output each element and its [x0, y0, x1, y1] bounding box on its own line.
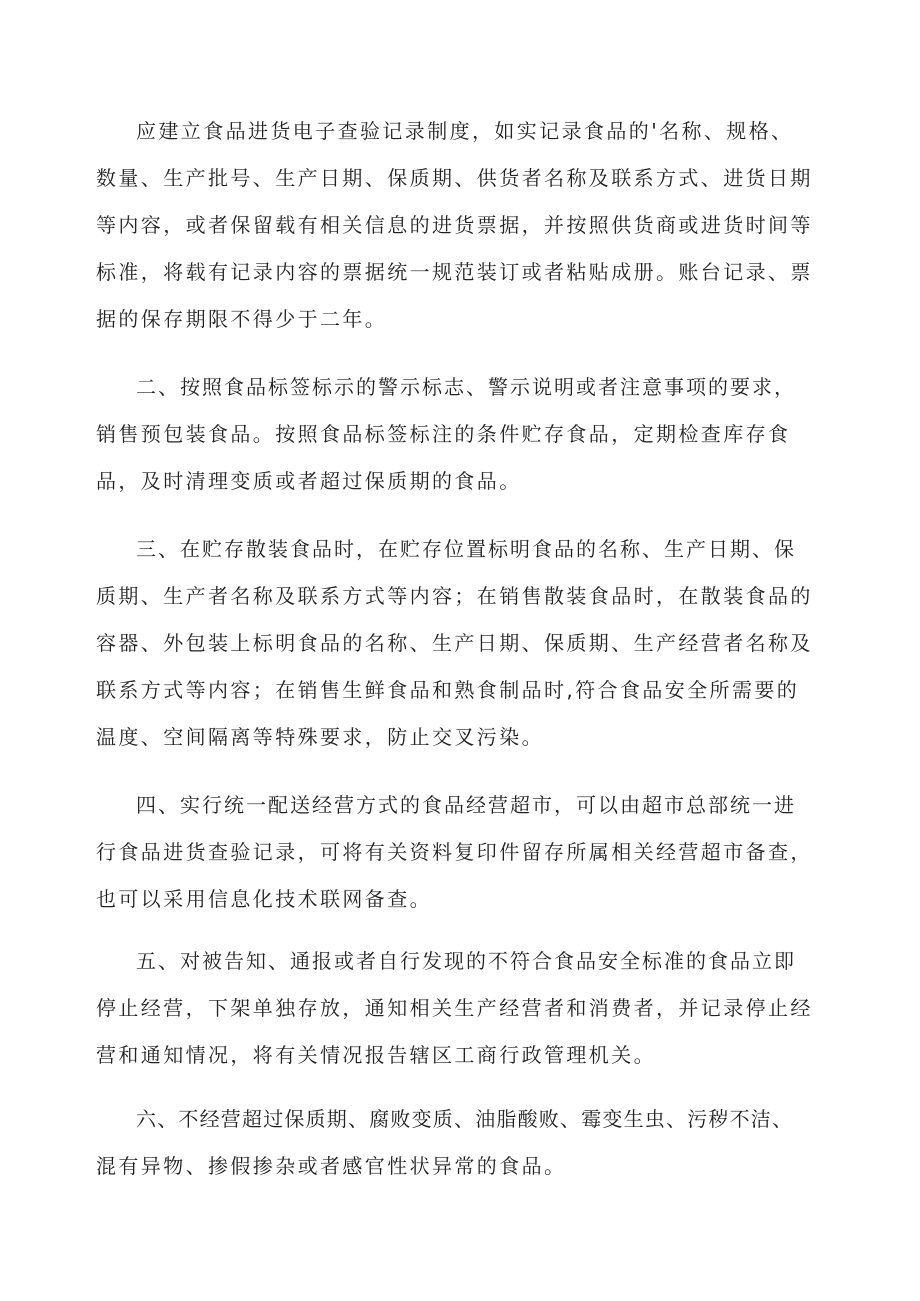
paragraph-item-2-labels: [96, 364, 796, 505]
text-line: 联系方式等内容；在销售生鲜食品和熟食制品时,符合食品安全所需要的: [96, 678, 800, 702]
text-line: 容器、外包装上标明食品的名称、生产日期、保质期、生产经营者名称及: [96, 631, 813, 655]
text-line: 销售预包装食品。按照食品标签标注的条件贮存食品，定期检查库存食: [96, 422, 791, 446]
paragraph-item-3-bulk-food: [96, 526, 813, 761]
text-line: 品，及时清理变质或者超过保质期的食品。: [96, 469, 522, 493]
text-line: 六、不经营超过保质期、腐败变质、油脂酸败、霉变生虫、污秽不洁、: [136, 1107, 794, 1131]
paragraph-item-4-distribution: [96, 782, 813, 923]
text-line: 数量、生产批号、生产日期、保质期、供货者名称及联系方式、进货日期: [96, 166, 813, 190]
text-line: 四、实行统一配送经营方式的食品经营超市，可以由超市总部统一进: [136, 793, 796, 817]
paragraph-item-6-prohibited-food: [96, 1096, 796, 1190]
text-line: 应建立食品进货电子查验记录制度，如实记录食品的'名称、规格、: [136, 119, 794, 143]
text-line: 二、按照食品标签标示的警示标志、警示说明或者注意事项的要求，: [136, 375, 796, 399]
text-line: 等内容，或者保留载有相关信息的进货票据，并按照供货商或进货时间等: [96, 213, 813, 237]
text-line: 行食品进货查验记录，可将有关资料复印件留存所属相关经营超市备查，: [96, 840, 813, 864]
text-line: 混有异物、掺假掺杂或者感官性状异常的食品。: [96, 1154, 567, 1178]
paragraph-purchase-records: [96, 108, 813, 343]
text-line: 三、在贮存散装食品时，在贮存位置标明食品的名称、生产日期、保: [136, 537, 796, 561]
text-line: 停止经营，下架单独存放，通知相关生产经营者和消费者，并记录停止经: [96, 996, 813, 1020]
text-line: 温度、空间隔离等特殊要求，防止交叉污染。: [96, 725, 544, 749]
text-line: 五、对被告知、通报或者自行发现的不符合食品安全标准的食品立即: [136, 949, 796, 973]
paragraph-item-5-unsafe-food: [96, 938, 813, 1079]
text-line: 营和通知情况，将有关情况报告辖区工商行政管理机关。: [96, 1043, 656, 1067]
text-line: 据的保存期限不得少于二年。: [96, 307, 388, 331]
text-line: 标准，将载有记录内容的票据统一规范装订或者粘贴成册。账台记录、票: [96, 260, 813, 284]
text-line: 也可以采用信息化技术联网备查。: [96, 887, 432, 911]
text-line: 质期、生产者名称及联系方式等内容；在销售散装食品时，在散装食品的: [96, 584, 813, 608]
